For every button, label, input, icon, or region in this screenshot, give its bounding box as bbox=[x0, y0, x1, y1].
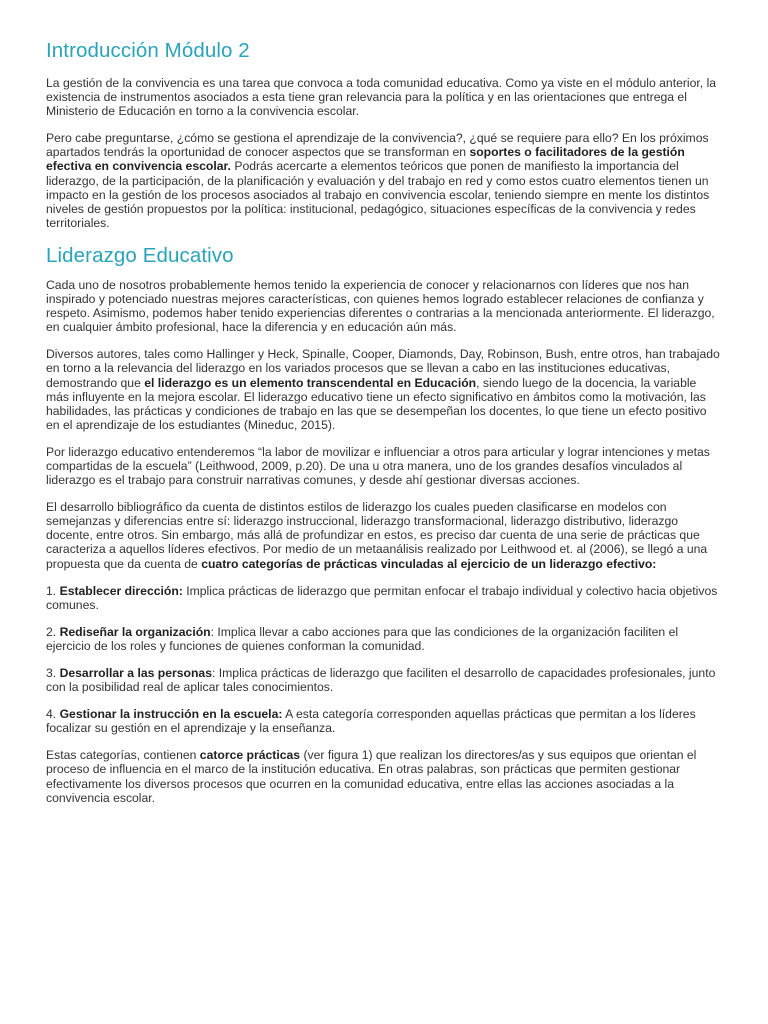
item3-text: : Implica prácticas de liderazgo que faciliten el desarrollo de capacidades profesionales, junto con la posibilidad real de aplicar tales conocimientos. bbox=[46, 666, 716, 695]
lid-p2-text-b: , siendo luego de la docencia, la variable más influyente en la mejora escolar. El liderazgo educativo tiene un efecto significativo en ámbitos como la motivación, las habilidades, las prácticas y condiciones de trabajo en las que se desempeñan los docentes, lo que tiene un efecto positivo en el aprendizaje de los estudiantes (Mineduc, 2015). bbox=[46, 375, 707, 432]
lid-p1-text: Cada uno de nosotros probablemente hemos tenido la experiencia de conocer y relacionarnos con líderes que nos han inspirado y potenciado nuestras mejores características, con quienes hemos logrado establecer relaciones de confianza y respeto. Asimismo, podemos haber tenido experiencias diferentes o contrarias a la mencionada anteriormente. El liderazgo, en cualquier ámbito profesional, hace la diferencia y en educación aún más. bbox=[46, 277, 715, 335]
liderazgo-paragraph-1 bbox=[46, 278, 722, 334]
lid-p5-text-b: (ver figura 1) que realizan los directores/as y sus equipos que orientan el proceso de influencia en el marco de la institución educativa. En otras palabras, son prácticas que permiten gestionar efectivamente los diversos procesos que ocurren en la comunidad educativa, entre ellas las acciones asociadas a la convivencia escolar. bbox=[46, 748, 697, 805]
intro-paragraph-2 bbox=[46, 131, 722, 230]
lid-p4-text-a: El desarrollo bibliográfico da cuenta de distintos estilos de liderazgo los cuales pueden clasificarse en modelos con semejanzas y diferencias entre sí: liderazgo instruccional, liderazgo transformacional, liderazgo distributivo, liderazgo docente, entre otros. Sin embargo, más allá de profundizar en estos, es preciso dar cuenta de una serie de prácticas que caracteriza a aquellos líderes efectivos. Por medio de un metaanálisis realizado por Leithwood et. al (2006), se llegó a una propuesta que da cuenta de bbox=[46, 500, 708, 571]
intro-p1-text: La gestión de la convivencia es una tarea que convoca a toda comunidad educativa. Como ya viste en el módulo anterior, la existencia de instrumentos asociados a esta tiene gran relevancia para la política y en las orientaciones que entrega el Ministerio de Educación en torno a la convivencia escolar. bbox=[46, 76, 717, 119]
item4-text: A esta categoría corresponden aquellas prácticas que permitan a los líderes focalizar su gestión en el aprendizaje y la enseñanza. bbox=[46, 707, 696, 736]
intro-p2-text-a: Pero cabe preguntarse, ¿cómo se gestiona el aprendizaje de la convivencia?, ¿qué se requiere para ello? En los próximos apartados tendrás la oportunidad de conocer aspectos que se transforman en bbox=[46, 131, 709, 160]
lid-p4-bold: cuatro categorías de prácticas vinculadas al ejercicio de un liderazgo efectivo: bbox=[201, 556, 657, 571]
lid-p2-bold: el liderazgo es un elemento transcendental en Educación bbox=[144, 375, 477, 390]
intro-p2-bold: soportes o facilitadores de la gestión efectiva en convivencia escolar. bbox=[46, 145, 685, 174]
category-item-2 bbox=[46, 625, 722, 653]
lid-p3-text: Por liderazgo educativo entenderemos “la labor de movilizar e influenciar a otros para articular y lograr intenciones y metas compartidas de la escuela” (Leithwood, 2009, p.20). De una u otra manera, uno de los grandes desafíos vinculados al liderazgo es el trabajo para construir narrativas comunes, y desde ahí gestionar diversas acciones. bbox=[46, 444, 710, 488]
intro-paragraph-1 bbox=[46, 76, 722, 118]
item1-text: Implica prácticas de liderazgo que permitan enfocar el trabajo individual y colectivo hacia objetivos comunes. bbox=[46, 583, 718, 612]
category-item-4 bbox=[46, 707, 722, 735]
item1-bold: Establecer dirección: bbox=[59, 583, 183, 598]
item2-text: : Implica llevar a cabo acciones para que las condiciones de la organización faciliten el ejercicio de los roles y funciones de quienes conforman la comunidad. bbox=[46, 624, 679, 653]
item3-number: 3. bbox=[46, 666, 60, 680]
category-item-1 bbox=[46, 584, 722, 612]
liderazgo-paragraph-4 bbox=[46, 500, 722, 570]
item2-number: 2. bbox=[46, 624, 60, 639]
lid-p5-text-a: Estas categorías, contienen bbox=[46, 748, 200, 763]
item4-bold: Gestionar la instrucción en la escuela: bbox=[59, 707, 283, 722]
section-title-liderazgo: Liderazgo Educativo bbox=[46, 243, 234, 267]
item2-bold: Rediseñar la organización bbox=[59, 624, 211, 639]
item3-bold: Desarrollar a las personas bbox=[59, 666, 212, 680]
category-item-3 bbox=[46, 666, 722, 694]
liderazgo-paragraph-3 bbox=[46, 445, 722, 487]
liderazgo-paragraph-5 bbox=[46, 748, 722, 804]
lid-p2-text-a: Diversos autores, tales como Hallinger y Heck, Spinalle, Cooper, Diamonds, Day, Robinson, Bush, entre otros, han trabajado en torno a la relevancia del liderazgo en los variados procesos que se llevan a cabo en las instituciones educativas, demostrando que bbox=[46, 347, 720, 390]
lid-p5-bold: catorce prácticas bbox=[199, 748, 301, 763]
intro-p2-text-b: Podrás acercarte a elementos teóricos que ponen de manifiesto la importancia del liderazgo, de la participación, de la planificación y evaluación y del trabajo en red y como estos cuatro elementos tienen un impacto en la gestión de los procesos asociados al trabajo en convivencia escolar, teniendo siempre en mente los distintos niveles de gestión propuestos por la política: institucional, pedagógico, situaciones específicas de la convivencia y redes territoriales. bbox=[46, 159, 710, 230]
item1-number: 1. bbox=[46, 583, 60, 598]
liderazgo-paragraph-2 bbox=[46, 347, 722, 432]
item4-number: 4. bbox=[46, 707, 60, 722]
section-title-introduccion: Introducción Módulo 2 bbox=[46, 39, 250, 62]
